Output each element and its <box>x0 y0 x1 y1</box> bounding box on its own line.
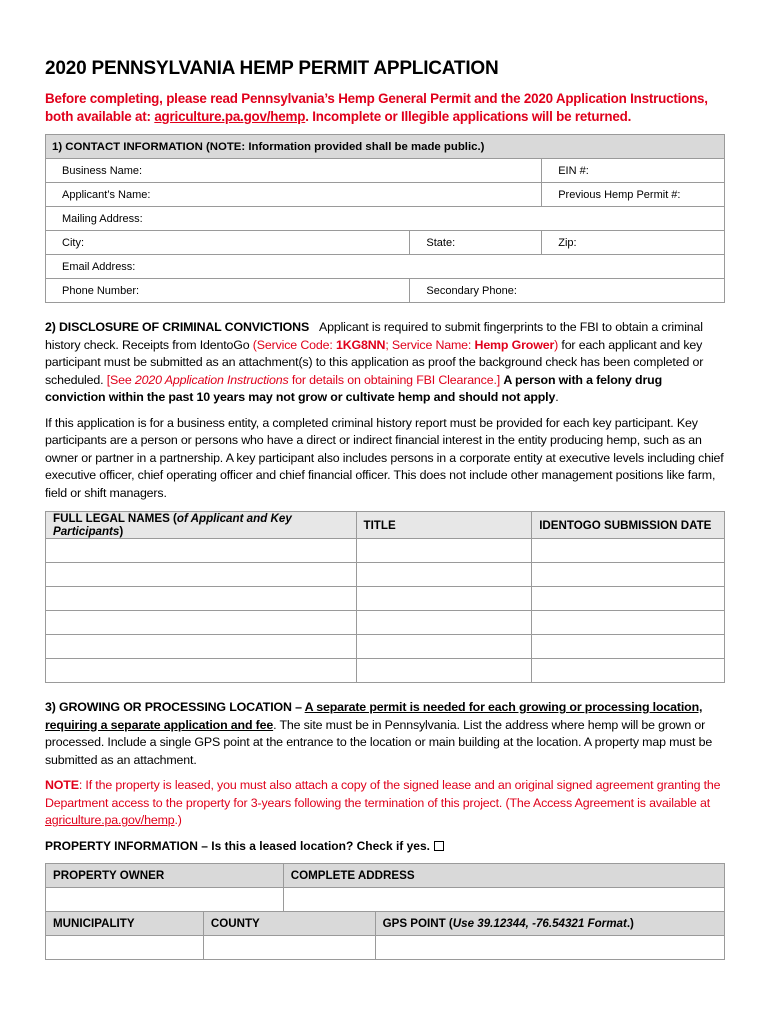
location-paragraph <box>45 699 725 769</box>
service-code-value: 1KG8NN <box>335 337 386 352</box>
service-close: ) <box>554 337 559 352</box>
contact-header-row <box>46 135 725 159</box>
contact-row <box>46 183 725 207</box>
disclosure-text: for each applicant and key participant must be submitted as an attachment(s) to this application as proof the background check has been completed or scheduled. <box>45 337 704 387</box>
location-text: . The site must be in Pennsylvania. List the address where hemp will be grown or processed. Include a single GPS point at the entrance to the location or main building at the location. A property map must be submitted as an attachment. <box>45 717 713 767</box>
note-label: NOTE <box>45 778 79 792</box>
table-row <box>46 887 725 911</box>
hemp-link[interactable]: agriculture.pa.gov/hemp <box>154 109 306 124</box>
col-identogo-date: IDENTOGO SUBMISSION DATE <box>532 512 725 539</box>
col-gps-point: GPS POINT (Use 39.12344, -76.54321 Format.) <box>375 911 724 935</box>
contact-header: 1) CONTACT INFORMATION (NOTE: Information provided shall be made public.) <box>46 135 725 159</box>
name-cell[interactable] <box>46 587 357 611</box>
table-row <box>46 935 725 959</box>
property-table <box>45 863 725 960</box>
property-header-row-2 <box>46 911 725 935</box>
table-row <box>46 539 725 563</box>
city-field[interactable]: City: <box>46 231 410 255</box>
section-heading: 2) DISCLOSURE OF CRIMINAL CONVICTIONS <box>45 320 310 334</box>
name-cell[interactable] <box>46 611 357 635</box>
mailing-address-field[interactable]: Mailing Address: <box>46 207 725 231</box>
title-cell[interactable] <box>356 659 532 683</box>
email-field[interactable]: Email Address: <box>46 255 725 279</box>
service-name-value: Hemp Grower <box>474 337 555 352</box>
col-county: COUNTY <box>203 911 375 935</box>
felony-warning: A person with a felony drug conviction within the past 10 years may not grow or cultivate hemp and should not apply <box>45 372 662 404</box>
municipality-cell[interactable] <box>46 935 204 959</box>
table-row <box>46 659 725 683</box>
title-cell[interactable] <box>356 611 532 635</box>
access-agreement-link[interactable]: agriculture.pa.gov/hemp <box>45 813 175 827</box>
table-row <box>46 587 725 611</box>
key-participant-paragraph: If this application is for a business entity, a completed criminal history report must be provided for each key participant. Key participants are a person or persons who have a direct or indirect financial interest in the entity producing hemp, such as an owner or partner in a partnership. A key participant also includes persons in a corporate entity at executive levels including chief executive officer, chief operating officer and chief financial officer. This does not include other management positions like farm, field or shift managers. <box>45 415 724 500</box>
col-title: TITLE <box>356 512 532 539</box>
county-cell[interactable] <box>203 935 375 959</box>
date-cell[interactable] <box>532 635 725 659</box>
date-cell[interactable] <box>532 539 725 563</box>
applicant-name-field[interactable]: Applicant’s Name: <box>46 183 542 207</box>
title-cell[interactable] <box>356 539 532 563</box>
contact-row <box>46 207 725 231</box>
section-heading: 3) GROWING OR PROCESSING LOCATION – <box>45 700 305 714</box>
note-end: .) <box>174 813 182 827</box>
instructions-ref: [See <box>106 372 135 387</box>
disclosure-period: . <box>555 390 559 404</box>
title-cell[interactable] <box>356 563 532 587</box>
col-municipality: MUNICIPALITY <box>46 911 204 935</box>
gps-cell[interactable] <box>375 935 724 959</box>
property-info-label: PROPERTY INFORMATION – Is this a leased location? Check if yes. <box>45 838 430 853</box>
table-row <box>46 611 725 635</box>
intro-notice <box>45 90 725 126</box>
note-text: : If the property is leased, you must also attach a copy of the signed lease and an original signed agreement granting the Department access to the property for 3-years following the termination of this project. (The Access Agreement is available at <box>45 778 721 810</box>
owner-cell[interactable] <box>46 887 284 911</box>
secondary-phone-field[interactable]: Secondary Phone: <box>410 279 725 303</box>
date-cell[interactable] <box>532 611 725 635</box>
date-cell[interactable] <box>532 659 725 683</box>
name-cell[interactable] <box>46 539 357 563</box>
separate-permit-note: A separate permit is needed for each growing or processing location, requiring a separate application and fee <box>45 700 703 732</box>
instructions-ref-end: for details on obtaining FBI Clearance.] <box>288 372 501 387</box>
disclosure-paragraph <box>45 319 725 407</box>
business-name-field[interactable]: Business Name: <box>46 159 542 183</box>
participants-header-row <box>46 512 725 539</box>
property-info-line <box>45 839 725 853</box>
col-property-owner: PROPERTY OWNER <box>46 863 284 887</box>
contact-row <box>46 255 725 279</box>
col-complete-address: COMPLETE ADDRESS <box>283 863 724 887</box>
criminal-disclosure-section <box>45 319 725 502</box>
location-section <box>45 699 725 853</box>
name-cell[interactable] <box>46 635 357 659</box>
phone-field[interactable]: Phone Number: <box>46 279 410 303</box>
name-cell[interactable] <box>46 563 357 587</box>
name-cell[interactable] <box>46 659 357 683</box>
leased-checkbox[interactable] <box>434 841 444 851</box>
service-code-label: (Service Code: <box>252 337 336 352</box>
page-title: 2020 PENNSYLVANIA HEMP PERMIT APPLICATION <box>45 58 499 79</box>
date-cell[interactable] <box>532 587 725 611</box>
intro-text: Before completing, please read Pennsylvania’s Hemp General Permit and the 2020 Application Instructions, both available at: <box>45 91 708 124</box>
instructions-title: 2020 Application Instructions <box>134 372 289 387</box>
disclosure-text: Applicant is required to submit fingerprints to the FBI to obtain a criminal history check. Receipts from IdentoGo <box>45 320 703 352</box>
contact-row <box>46 231 725 255</box>
lease-note <box>45 777 725 830</box>
title-cell[interactable] <box>356 635 532 659</box>
previous-permit-field[interactable]: Previous Hemp Permit #: <box>542 183 725 207</box>
service-name-label: ; Service Name: <box>385 337 475 352</box>
date-cell[interactable] <box>532 563 725 587</box>
title-cell[interactable] <box>356 587 532 611</box>
table-row <box>46 563 725 587</box>
property-header-row <box>46 863 725 887</box>
intro-text-end: . Incomplete or Illegible applications will be returned. <box>305 109 632 124</box>
contact-info-table <box>45 134 725 303</box>
table-row <box>46 635 725 659</box>
address-cell[interactable] <box>283 887 724 911</box>
zip-field[interactable]: Zip: <box>542 231 725 255</box>
contact-row <box>46 279 725 303</box>
state-field[interactable]: State: <box>410 231 542 255</box>
ein-field[interactable]: EIN #: <box>542 159 725 183</box>
contact-row <box>46 159 725 183</box>
application-page <box>45 58 725 960</box>
col-full-legal-names: FULL LEGAL NAMES (of Applicant and Key Participants) <box>46 512 357 539</box>
participants-table <box>45 511 725 683</box>
